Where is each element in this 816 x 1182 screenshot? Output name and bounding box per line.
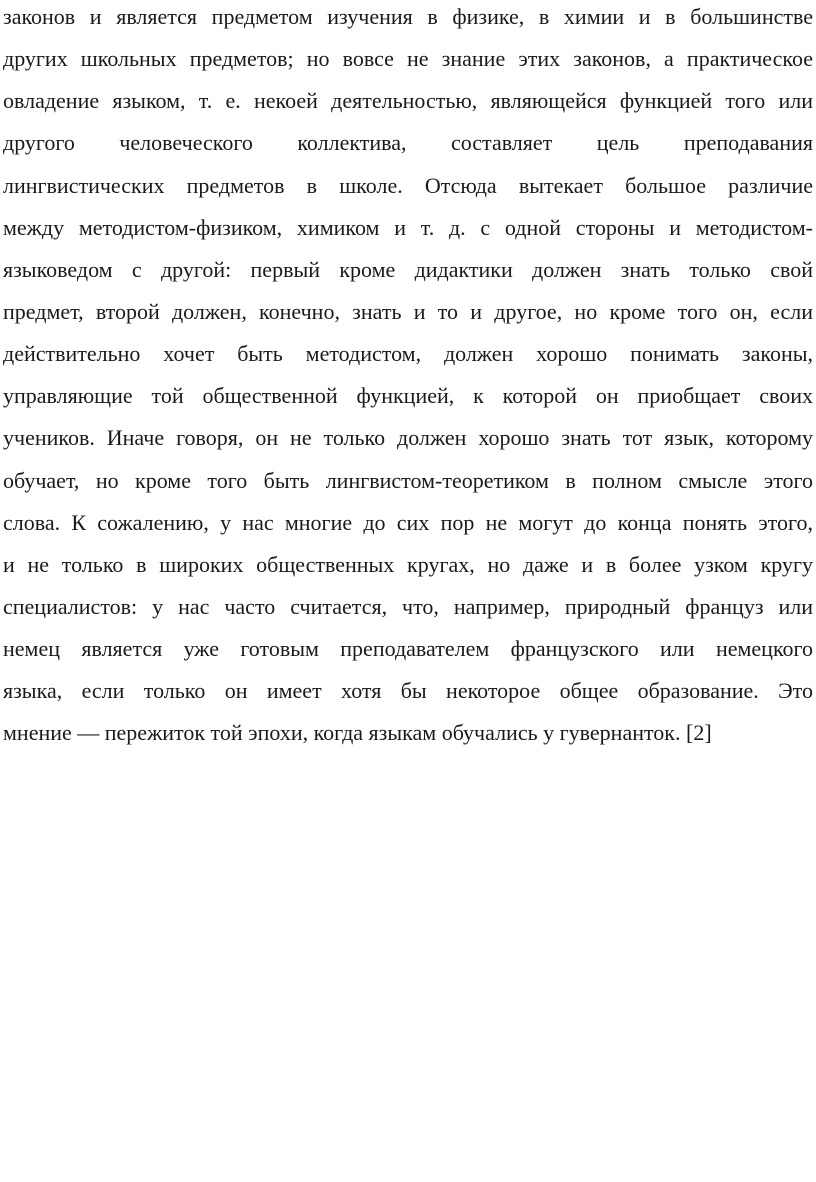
- text-line: лингвистических предметов в школе. Отсюда вытекает большое различие: [3, 172, 813, 198]
- text-line: языка, если только он имеет хотя бы некоторое общее образование. Это: [3, 678, 813, 704]
- text-line: управляющие той общественной функцией, к которой он приобщает своих: [3, 383, 813, 409]
- text-line: слова. К сожалению, у нас многие до сих пор не могут до конца понять этого,: [3, 509, 813, 535]
- text-line: немец является уже готовым преподавателем французского или немецкого: [3, 636, 813, 662]
- text-line: другого человеческого коллектива, составляет цель преподавания: [3, 130, 813, 156]
- text-line: языковедом с другой: первый кроме дидактики должен знать только свой: [3, 256, 813, 282]
- text-line: других школьных предметов; но вовсе не знание этих законов, а практическое: [3, 46, 813, 72]
- text-line: действительно хочет быть методистом, должен хорошо понимать законы,: [3, 341, 813, 367]
- text-line: и не только в широких общественных кругах, но даже и в более узком кругу: [3, 551, 813, 577]
- text-line: между методистом-физиком, химиком и т. д. с одной стороны и методистом-: [3, 214, 813, 240]
- text-line-last: мнение — пережиток той эпохи, когда языкам обучались у гувернанток. [2]: [3, 720, 712, 746]
- text-line: предмет, второй должен, конечно, знать и то и другое, но кроме того он, если: [3, 298, 813, 324]
- text-line: специалистов: у нас часто считается, что, например, природный француз или: [3, 593, 813, 619]
- body-paragraph: [3, 0, 813, 755]
- text-line: обучает, но кроме того быть лингвистом-теоретиком в полном смысле этого: [3, 467, 813, 493]
- text-line: законов и является предметом изучения в физике, в химии и в большинстве: [3, 4, 813, 29]
- text-line: учеников. Иначе говоря, он не только должен хорошо знать тот язык, которому: [3, 425, 813, 451]
- text-line: овладение языком, т. е. некоей деятельностью, являющейся функцией того или: [3, 88, 813, 114]
